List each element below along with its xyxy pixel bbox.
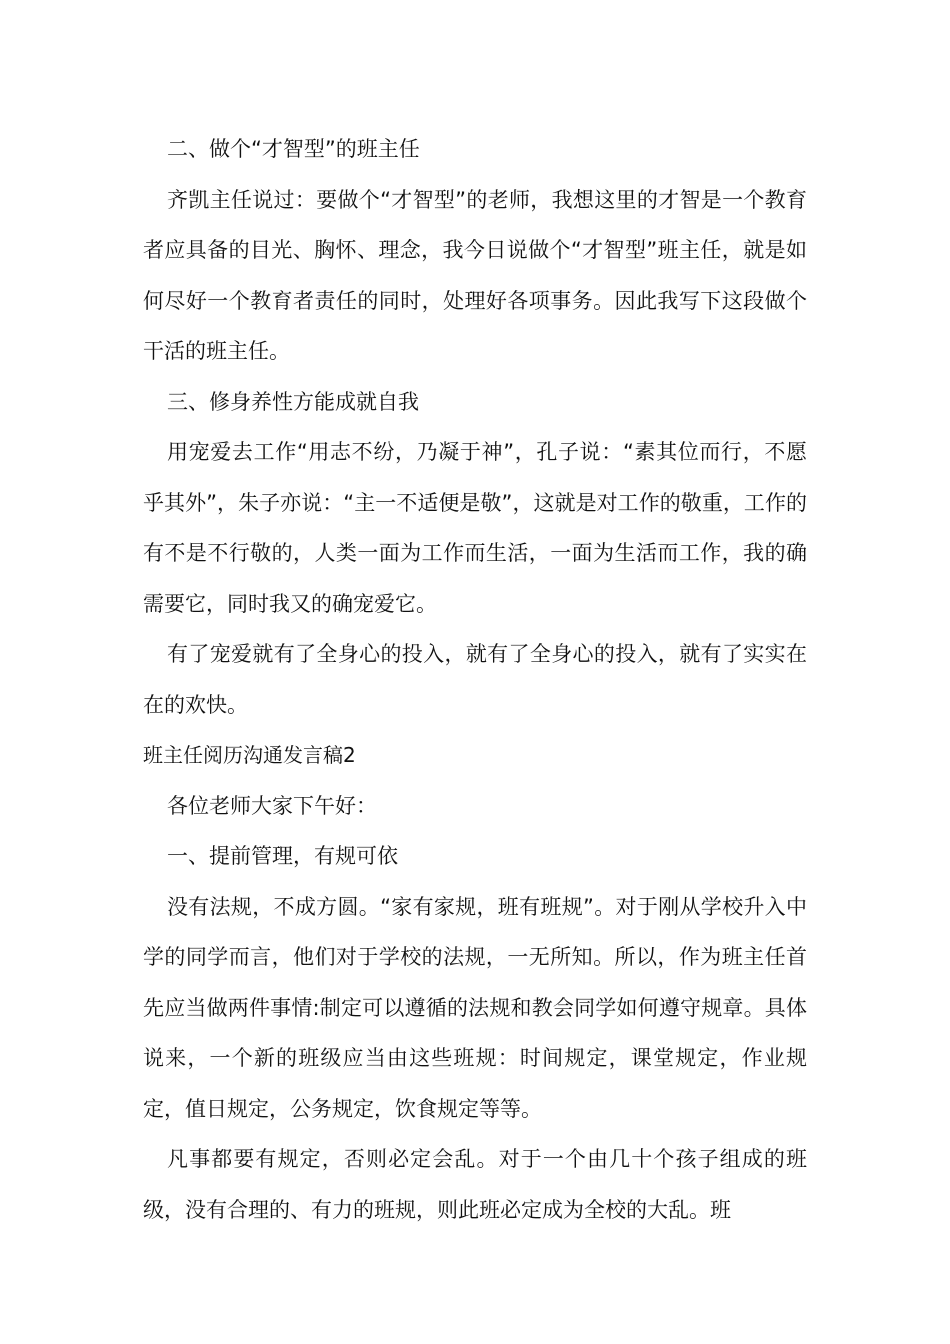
body-paragraph: 有了宠爱就有了全身心的投入，就有了全身心的投入，就有了实实在在的欢快。 xyxy=(143,642,807,717)
section-heading: 三、修身养性方能成就自我 xyxy=(167,389,419,414)
body-paragraph: 用宠爱去工作“用志不纷，乃凝于神”，孔子说：“素其位而行，不愿乎其外”，朱子亦说：“主一不适便是敬”，这就是对工作的敬重，工作的有不是不行敬的，人类一面为工作而生活，一面为生活而工作，我的确需要它，同时我又的确宠爱它。 xyxy=(143,440,807,616)
body-paragraph: 没有法规，不成方圆。“家有家规，班有班规”。对于刚从学校升入中学的同学而言，他们对于学校的法规，一无所知。所以，作为班主任首先应当做两件事情:制定可以遵循的法规和教会同学如何遵守规章。具体说来，一个新的班级应当由这些班规：时间规定，课堂规定，作业规定，值日规定，公务规定，饮食规定等等。 xyxy=(143,894,807,1121)
section-heading: 一、提前管理，有规可依 xyxy=(167,844,398,868)
document-body xyxy=(143,124,807,1235)
section-heading: 二、做个“才智型”的班主任 xyxy=(167,137,420,161)
greeting: 各位老师大家下午好： xyxy=(167,793,377,818)
body-paragraph: 凡事都要有规定，否则必定会乱。对于一个由几十个孩子组成的班级，没有合理的、有力的班规，则此班必定成为全校的大乱。班 xyxy=(143,1147,807,1222)
body-paragraph: 齐凯主任说过：要做个“才智型”的老师，我想这里的才智是一个教育者应具备的目光、胸怀、理念，我今日说做个“才智型”班主任，就是如何尽好一个教育者责任的同时，处理好各项事务。因此我写下这段做个干活的班主任。 xyxy=(143,187,807,363)
document-title: 班主任阅历沟通发言稿2 xyxy=(143,743,356,767)
